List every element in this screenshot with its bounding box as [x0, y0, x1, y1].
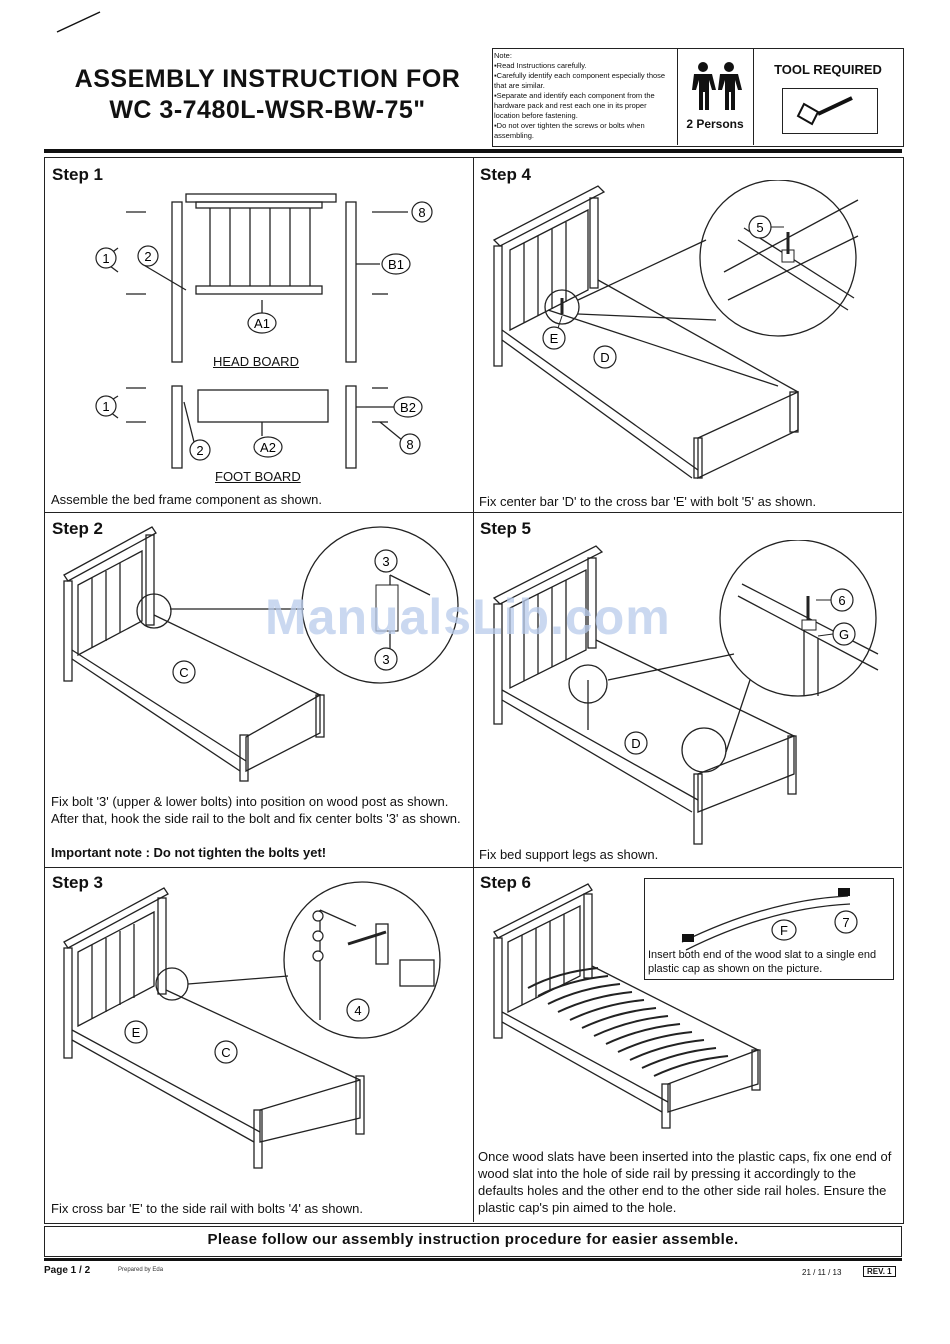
persons-label: 2 Persons [686, 117, 744, 131]
step-1-label-1b: 1 [102, 399, 110, 414]
note-item: ▪Separate and identify each component from the hardware pack and rest each one in its proper location before fastening. [494, 91, 655, 120]
header-rule [44, 149, 902, 153]
grid-divider-vertical [473, 157, 474, 1222]
step-5-caption: Fix bed support legs as shown. [479, 847, 659, 862]
step-3-diagram [60, 880, 470, 1195]
step-1-label-b2: B2 [400, 400, 416, 415]
step-5-label-d: D [631, 736, 641, 751]
head-board-label: HEAD BOARD [213, 354, 299, 369]
grid-divider-row-1 [44, 512, 902, 513]
slat-inset-caption: Insert both end of the wood slat to a single end plastic cap as shown on the picture. [648, 949, 877, 975]
step-1-label-2b: 2 [196, 443, 204, 458]
document-title [40, 64, 495, 126]
tool-required-label: TOOL REQUIRED [774, 62, 882, 77]
step-5-title: Step 5 [480, 519, 532, 538]
note-title: Note: [494, 51, 512, 60]
step-6-caption: Once wood slats have been inserted into the plastic caps, fix one end of wood slat into the hole of side rail by pressing it accordingly to the defaults holes and the other end to the other side rail holes. Ensure the plastic cap's pin aimed to the hole. [478, 1149, 892, 1215]
step-1-label-2: 2 [144, 249, 152, 264]
step-2-caption: Fix bolt '3' (upper & lower bolts) into position on wood post as shown. After that, hook the side rail to the bolt and fix center bolts '3' as shown. [51, 794, 461, 826]
step-4-diagram [488, 180, 898, 480]
title-line-1: ASSEMBLY INSTRUCTION FOR [74, 65, 461, 93]
note-item: ▪Carefully identify each component especially those that are similar. [494, 71, 666, 90]
step-3-title: Step 3 [52, 873, 104, 892]
page-number: Page 1 / 2 [44, 1265, 91, 1276]
step-2-title: Step 2 [52, 519, 104, 538]
footer-rule [44, 1258, 902, 1261]
foot-board-label: FOOT BOARD [215, 469, 301, 484]
step-2-label-c: C [179, 665, 189, 680]
two-persons-icon [688, 60, 744, 112]
revision-badge: REV. 1 [863, 1266, 896, 1277]
step-1-diagram [90, 190, 450, 490]
footer-instruction: Please follow our assembly instruction procedure for easier assemble. [207, 1231, 739, 1248]
step-2-diagram [60, 525, 470, 790]
step-5-label-6: 6 [838, 593, 846, 608]
step-4-title: Step 4 [480, 165, 532, 184]
note-list [494, 51, 674, 141]
step-6-title: Step 6 [480, 873, 532, 892]
step-3-caption: Fix cross bar 'E' to the side rail with bolts '4' as shown. [51, 1201, 363, 1216]
step-3-label-c: C [221, 1045, 231, 1060]
step-3-label-e: E [131, 1025, 141, 1040]
note-item: ▪Do not over tighten the screws or bolts when assembling. [494, 121, 645, 140]
step-4-label-d: D [600, 350, 610, 365]
step-1-label-1: 1 [102, 251, 110, 266]
step-6-label-7: 7 [842, 915, 850, 930]
step-4-label-e: E [549, 331, 559, 346]
step-1-label-8b: 8 [406, 437, 414, 452]
title-line-2: WC 3-7480L-WSR-BW-75" [109, 96, 426, 124]
step-5-diagram [488, 540, 898, 850]
step-5-label-g: G [838, 627, 850, 642]
step-1-caption: Assemble the bed frame component as shown. [51, 492, 322, 507]
step-1-label-a2: A2 [260, 440, 276, 455]
step-2-important-note: Important note : Do not tighten the bolts yet! [51, 845, 327, 860]
step-4-label-5: 5 [756, 220, 764, 235]
step-3-label-4: 4 [354, 1003, 362, 1018]
hammer-icon [790, 92, 870, 130]
step-6-label-f: F [780, 923, 788, 938]
grid-divider-row-2 [44, 867, 902, 868]
step-4-caption: Fix center bar 'D' to the cross bar 'E' with bolt '5' as shown. [479, 494, 817, 509]
pen-mark [55, 8, 105, 36]
watermark: ManualsLib.com [265, 589, 671, 645]
step-6-diagram [488, 880, 898, 1140]
step-1-label-a1: A1 [254, 316, 270, 331]
step-1-label-8: 8 [418, 205, 426, 220]
step-2-label-3a: 3 [382, 554, 390, 569]
step-1-title: Step 1 [52, 165, 104, 184]
step-1-label-b1: B1 [388, 257, 404, 272]
note-item: ▪Read Instructions carefully. [494, 61, 587, 70]
prepared-by: Prepared by Eda [118, 1267, 164, 1273]
step-2-label-3b: 3 [382, 652, 390, 667]
document-date: 21 / 11 / 13 [802, 1268, 842, 1277]
